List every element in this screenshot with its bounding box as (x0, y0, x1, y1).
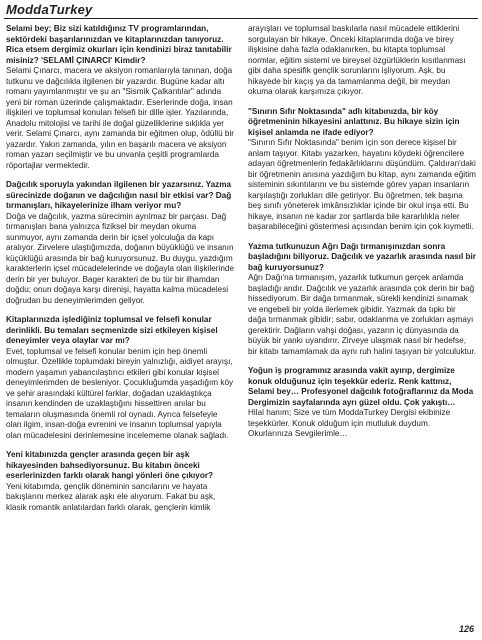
answer: Selami Çınarcı, macera ve aksiyon romanlarıyla tanınan, doğa tutkunu ve dağcılıkla ilgilenen bir yazardır. Bugüne kadar altı romanı yayımlanmıştır ve şu an "Sismik Çalkantılar" adında yeni bir roman üzerinde çalışmaktadır. Eserlerinde doğa, insan ilişkileri ve toplumsal konuları felsefi bir dille işler. Yazılarında, Anadolu mitolojisi ve tarihi ile doğal güzelliklerine sıklıkla yer verir. Selami Çınarcı, aynı zamanda bir eğitmen olup, ödüllü bir yazardır. Yakın zamanda, yılın en başarılı macera ve aksiyon roman yazarı seçilmiştir ve bu unvanla çeşitli programlarda röportajlar vermektedir. (6, 66, 234, 170)
qa-section (6, 315, 234, 441)
question: Dağcılık sporuyla yakından ilgilenen bir yazarsınız. Yazma sürecinizde doğanın ve dağcılığın nasıl bir etkisi var? Dağ tırmanışları, hikayelerinize ilham veriyor mu? (6, 180, 232, 210)
answer: Yeni kitabımda, gençlik döneminin sancılarını ve hayata bakışlarını merkez alarak aşkı ele alıyorum. Fakat bu aşk, klasik romantik anlatılardan farklı olarak, gençlerin kimlik (6, 481, 216, 512)
brand-logo: ModdaTurkey (6, 2, 93, 17)
question: Yazma tutkunuzun Ağrı Dağı tırmanışınızdan sonra başladığını biliyoruz. Dağcılık ve yazarlık arasında nasıl bir bağ kuruyorsunuz? (248, 241, 476, 272)
question: Yoğun iş programınız arasında vakit ayırıp, dergimize konuk olduğunuz için teşekkür ederiz. Renk kattınız, Selami bey… Profesyonel dağcılık fotoğraflarınız da Moda Dergimizin sayfalarında ayrı güzel oldu. Çok yakıştı… (248, 366, 474, 407)
page-header (4, 4, 478, 19)
qa-section (248, 366, 476, 440)
answer: Ağrı Dağı'na tırmanışım, yazarlık tutkumun gerçek anlamda başladığı andır. Dağcılık ve yazarlık arasında çok derin bir bağ hissediyorum. Bir dağa tırmanmak, sürekli kendinizi sınamak ve engebeli bir yolda ilerlemek gibidir. Yazmak da tıpkı bir dağa tırmanmak gibidir; sabır, odaklanma ve zorlukları aşmayı gerektirir. Dağların vahşi doğası, yazarın iç dünyasında da büyük bir yankı uyandırır. Zirveye ulaşmak nasıl bir hedefse, bir kitabı tamamlamak da aynı ruh halini taşıyan bir yolculuktur. (248, 273, 476, 356)
question: "Sınırın Sıfır Noktasında" adlı kitabınızda, bir köy öğretmeninin hikayesini anlattınız. Bu hikaye sizin için kişisel anlamda ne ifade ediyor? (248, 106, 460, 137)
right-column (248, 24, 476, 620)
qa-section (6, 450, 234, 513)
left-column (6, 24, 234, 620)
answer: Evet, toplumsal ve felsefi konular benim için hep önemli olmuştur. Özellikle toplumdaki bireyin yalnızlığı, aidiyet arayışı, modern yaşamın yabancılaştırıcı etkileri gibi konular kişisel deneyimlerimden de besleniyor. Çocukluğumda yaşadığım köy ve şehir arasındaki kültürel farklar, doğadan uzaklaştıkça insanın kendinden de uzaklaştığını hissettiren anılar bu temaların oluşmasında önemli rol oynadı. Ayrıca felsefeyle olan ilgim, insan-doğa evrenini ve insanın toplumsal yapıyla olan mücadelesini derinlemesine incelememe olanak sağladı. (6, 346, 234, 440)
qa-section (6, 24, 234, 171)
qa-section (248, 107, 476, 233)
page-number: 126 (458, 624, 474, 634)
question: Kitaplarınızda işlediğiniz toplumsal ve felsefi konular derinlikli. Bu temaları seçmenizde sizi etkileyen kişisel deneyimler veya olaylar var mı? (6, 315, 218, 345)
answer: Hilal hanım; Size ve tüm ModdaTurkey Dergisi ekibinize teşekkürler. Konuk olduğum için mutluluk duydum. Okurlarınıza Sevgilerimle… (248, 408, 451, 438)
question: Selami bey; Biz sizi katıldığınız TV programlarından, sektördeki başarılarınızdan ve kitaplarınızdan tanıyoruz. Rica etsem dergimiz okurları için kendinizi biraz tanıtabilir misiniz? 'SELAMİ ÇINARCI' Kimdir? (6, 24, 232, 65)
qa-section (248, 242, 476, 358)
question: Yeni kitabınızda gençler arasında geçen bir aşk hikayesinden bahsediyorsunuz. Bu kitabın önceki eserlerinizden farklı olarak hangi yönleri öne çıkıyor? (6, 450, 214, 480)
answer: arayışları ve toplumsal baskılarla nasıl mücadele ettiklerini sorgulayan bir hikaye. Önceki kitaplarımda doğa ve birey ilişkisine daha fazla odaklanırken, bu kitapta toplumsal normlar, eğitim sistemi ve bireysel özgürlüklerin kısıtlanması gibi daha spesifik gençlik sorunlarını işliyorum. Aşk, bu hikayede bir kaçış ya da tamamlanma değil, bir meydan okuma olarak karşımıza çıkıyor. (248, 24, 466, 96)
qa-section (248, 24, 476, 98)
answer: Doğa ve dağcılık, yazma sürecimin ayrılmaz bir parçası. Dağ tırmanışları bana yalnızca fiziksel bir meydan okuma sunmuyor, aynı zamanda derin bir içsel yolculuğa da kapı aralıyor. Zirvelere ulaştığımızda, doğanın büyüklüğü ve insanın küçüklüğü arasında bir bağ kuruyorsunuz. Bu duygu, yazdığım karakterlerin içsel mücadelelerinde ve doğayla olan ilişkilerinde derin bir yer buluyor. Bager karakteri de bu tür bir ilhamdan doğdu; onun doğaya karşı direnişi, hayatta kalma mücadelesi doğrudan bu deneyimlerimden geliyor. (6, 211, 234, 305)
answer: "Sınırın Sıfır Noktasında" benim için son derece kişisel bir anlam taşıyor. Kitabı yazarken, hayatını köydeki öğrencilere adayan öğretmenlerin fedakârlıklarını düşündüm. Çaldıran'daki bir öğretmenin anısına yazdığım bu kitap, aynı zamanda eğitim sisteminin sıkıntılarını ve bu sistemde görev yapan insanların karşılaştığı zorlukları dile getiriyor. Bu öğretmen, tek başına beş sınıfı yöneterek imkânsızlıklar içinde bir okul inşa etti. Bu hikaye, insanın ne kadar zor şartlarda bile kararlılıkla neler başarabileceğini göstermesi açısından benim için çok kıymetli. (248, 138, 476, 231)
qa-section (6, 180, 234, 306)
